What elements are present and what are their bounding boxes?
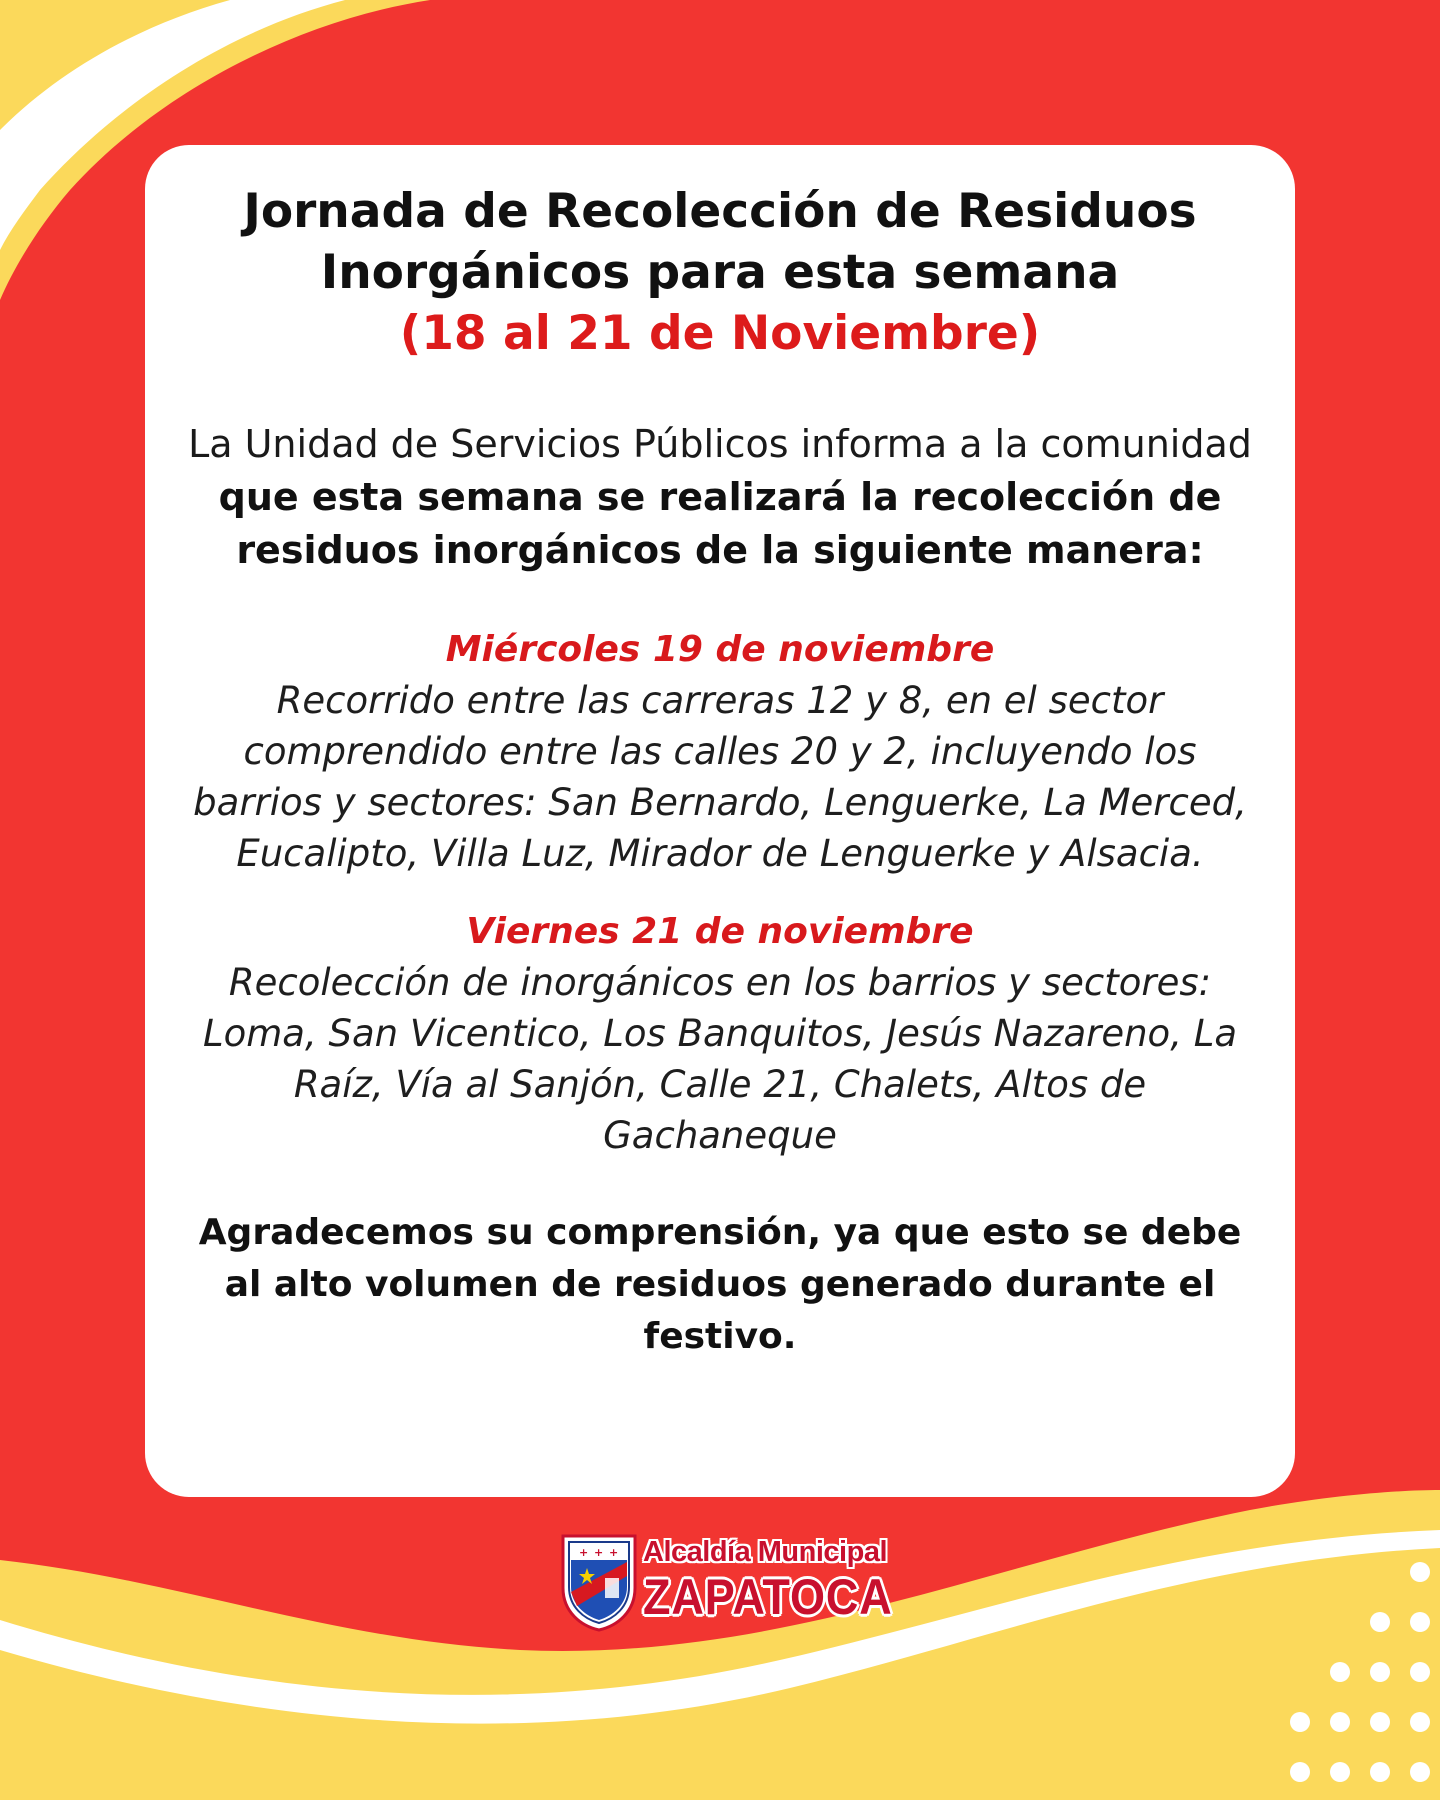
schedule-day-description: Recolección de inorgánicos en los barrios y sectores: Loma, San Vicentico, Los Banquitos, Jesús Nazareno, La Raíz, Vía al Sanjón, Calle 21, Chalets, Altos de Gachaneque bbox=[202, 961, 1237, 1157]
dot-pattern-decoration bbox=[1240, 1540, 1440, 1800]
logo-title: Alcaldía Municipal bbox=[643, 1536, 887, 1568]
title-dates: (18 al 21 de Noviembre) bbox=[399, 306, 1041, 361]
logo-name: ZAPATOCA bbox=[643, 1569, 893, 1625]
title-line-1: Jornada de Recolección de Residuos bbox=[243, 184, 1197, 239]
schedule-day-heading: Viernes 21 de noviembre bbox=[466, 911, 974, 952]
intro-regular-text: La Unidad de Servicios Públicos informa a la comunidad bbox=[188, 422, 1252, 466]
svg-text:+: + bbox=[609, 1546, 619, 1559]
intro-bold-text: que esta semana se realizará la recolección de residuos inorgánicos de la siguiente manera: bbox=[218, 475, 1222, 572]
page-title bbox=[185, 181, 1255, 364]
intro-paragraph bbox=[185, 418, 1255, 577]
schedule-day-heading: Miércoles 19 de noviembre bbox=[445, 629, 995, 670]
svg-text:+: + bbox=[594, 1546, 604, 1559]
announcement-card bbox=[145, 145, 1295, 1497]
closing-message: Agradecemos su comprensión, ya que esto se debe al alto volumen de residuos generado durante el festivo. bbox=[198, 1212, 1242, 1357]
svg-text:+: + bbox=[579, 1546, 589, 1559]
municipality-logo bbox=[559, 1532, 893, 1632]
schedule-day-description: Recorrido entre las carreras 12 y 8, en el sector comprendido entre las calles 20 y 2, incluyendo los barrios y sectores: San Bernardo, Lenguerke, La Merced, Eucalipto, Villa Luz, Mirador de Lenguerke y Alsacia. bbox=[193, 679, 1247, 875]
coat-of-arms-icon bbox=[559, 1532, 639, 1632]
title-line-2: Inorgánicos para esta semana bbox=[320, 245, 1120, 300]
